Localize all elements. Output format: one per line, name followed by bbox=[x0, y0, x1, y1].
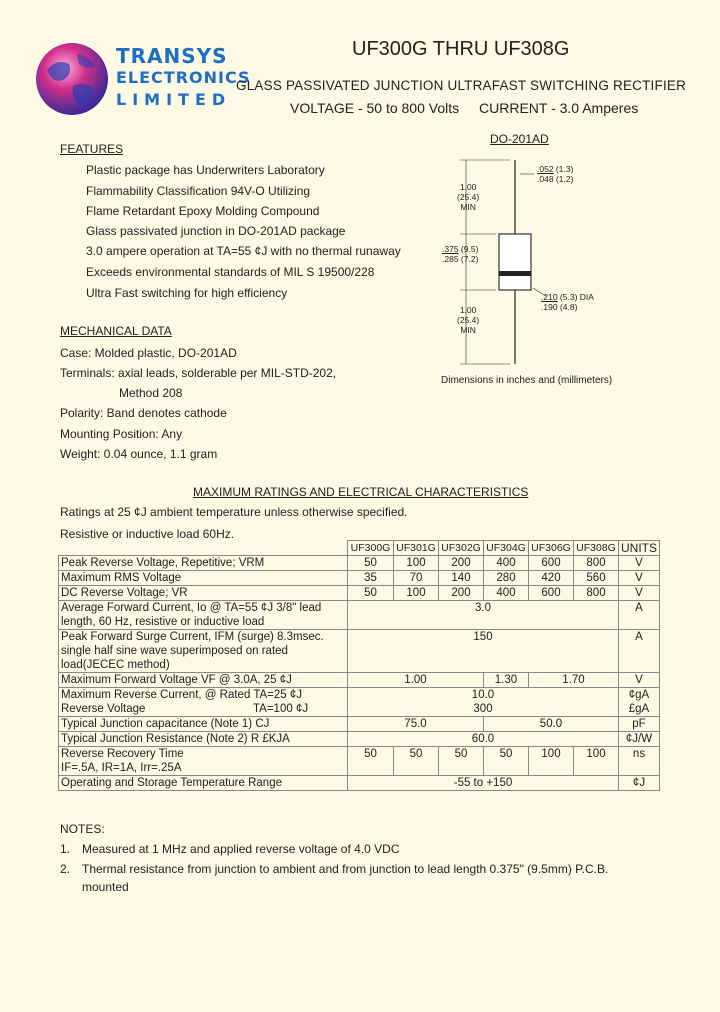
mechanical-item: Terminals: axial leads, solderable per MIL-STD-202, bbox=[60, 366, 337, 380]
dim-lead-diameter: .052 (1.3) .048 (1.2) bbox=[537, 164, 574, 184]
features-heading: FEATURES bbox=[60, 142, 124, 156]
dim-body-length: .375 (9.5) .285 (7.2) bbox=[442, 244, 479, 264]
dim-body-diameter: .210 (5.3) DIA .190 (4.8) bbox=[541, 292, 594, 312]
mechanical-heading: MECHANICAL DATA bbox=[60, 324, 172, 338]
column-header: UF308G bbox=[574, 541, 619, 556]
mechanical-item: Weight: 0.04 ounce, 1.1 gram bbox=[60, 447, 218, 461]
package-name: DO-201AD bbox=[490, 132, 549, 146]
table-row: Maximum Forward Voltage VF @ 3.0A, 25 ¢J 1.00 1.30 1.70 V bbox=[59, 673, 660, 688]
note-number: 1. bbox=[60, 842, 71, 856]
company-name-line2: ELECTRONICS bbox=[116, 68, 251, 87]
table-row: Reverse Recovery Time IF=.5A, IR=1A, Irr=.25A 50 50 50 50 100 100 ns bbox=[59, 747, 660, 776]
dim-lead-length-top: 1.00 (25.4) MIN bbox=[457, 182, 480, 212]
dimensions-caption: Dimensions in inches and (millimeters) bbox=[441, 375, 613, 386]
current-rating: CURRENT - 3.0 Amperes bbox=[479, 100, 639, 116]
table-row: Peak Forward Surge Current, IFM (surge) 8.3msec. single half sine wave superimposed on rated load(JECEC method) 150 A bbox=[59, 630, 660, 673]
column-header: UF300G bbox=[348, 541, 394, 556]
feature-item: Plastic package has Underwriters Laboratory bbox=[86, 163, 325, 177]
notes-heading: NOTES: bbox=[60, 822, 105, 836]
table-row: Maximum RMS Voltage 35 70 140 280 420 560 V bbox=[59, 571, 660, 586]
table-row: Peak Reverse Voltage, Repetitive; VRM 50 100 200 400 600 800 V bbox=[59, 556, 660, 571]
mechanical-item: Mounting Position: Any bbox=[60, 427, 183, 441]
note-item: Measured at 1 MHz and applied reverse voltage of 4.0 VDC bbox=[82, 842, 400, 856]
table-row: Maximum Reverse Current, @ Rated TA=25 ¢J Reverse Voltage TA=100 ¢J 10.0 300 ¢gA £gA bbox=[59, 688, 660, 717]
table-row: DC Reverse Voltage; VR 50 100 200 400 600 800 V bbox=[59, 586, 660, 601]
mechanical-item: Case: Molded plastic, DO-201AD bbox=[60, 346, 237, 360]
feature-item: Flame Retardant Epoxy Molding Compound bbox=[86, 204, 320, 218]
table-row: Operating and Storage Temperature Range -55 to +150 ¢J bbox=[59, 776, 660, 791]
note-item: Thermal resistance from junction to ambient and from junction to lead length 0.375" (9.5mm) P.C.B. bbox=[82, 862, 609, 876]
table-row: Average Forward Current, Io @ TA=55 ¢J 3/8" lead length, 60 Hz, resistive or inductive load 3.0 A bbox=[59, 601, 660, 630]
voltage-range: VOLTAGE - 50 to 800 Volts bbox=[290, 100, 460, 116]
feature-item: Exceeds environmental standards of MIL S 19500/228 bbox=[86, 265, 375, 279]
feature-item: Ultra Fast switching for high efficiency bbox=[86, 286, 288, 300]
company-globe-logo bbox=[33, 40, 111, 118]
column-header: UF301G bbox=[394, 541, 439, 556]
feature-item: Flammability Classification 94V-O Utilizing bbox=[86, 184, 311, 198]
column-header: UF306G bbox=[529, 541, 574, 556]
ratings-table bbox=[58, 540, 660, 791]
dim-lead-length-bottom: 1.00 (25.4) MIN bbox=[457, 305, 480, 335]
note-number: 2. bbox=[60, 862, 71, 876]
mechanical-item: Method 208 bbox=[119, 386, 183, 400]
page-title: UF300G THRU UF308G bbox=[352, 38, 570, 60]
company-name-line3: LIMITED bbox=[116, 90, 232, 109]
subtitle: GLASS PASSIVATED JUNCTION ULTRAFAST SWITCHING RECTIFIER bbox=[236, 78, 687, 93]
company-name-line1: TRANSYS bbox=[116, 44, 228, 68]
ratings-note: Resistive or inductive load 60Hz. bbox=[60, 527, 235, 541]
feature-item: 3.0 ampere operation at TA=55 ¢J with no thermal runaway bbox=[86, 244, 401, 258]
mechanical-item: Polarity: Band denotes cathode bbox=[60, 406, 227, 420]
column-header: UNITS bbox=[619, 541, 660, 556]
table-row: Typical Junction capacitance (Note 1) CJ 75.0 50.0 pF bbox=[59, 717, 660, 732]
ratings-heading: MAXIMUM RATINGS AND ELECTRICAL CHARACTERISTICS bbox=[193, 485, 529, 499]
note-item-continued: mounted bbox=[82, 880, 129, 894]
feature-item: Glass passivated junction in DO-201AD package bbox=[86, 224, 346, 238]
column-header: UF304G bbox=[484, 541, 529, 556]
table-row: Typical Junction Resistance (Note 2) R £KJA 60.0 ¢J/W bbox=[59, 732, 660, 747]
table-header-row bbox=[59, 541, 660, 556]
column-header: UF302G bbox=[439, 541, 484, 556]
ratings-note: Ratings at 25 ¢J ambient temperature unless otherwise specified. bbox=[60, 505, 408, 519]
